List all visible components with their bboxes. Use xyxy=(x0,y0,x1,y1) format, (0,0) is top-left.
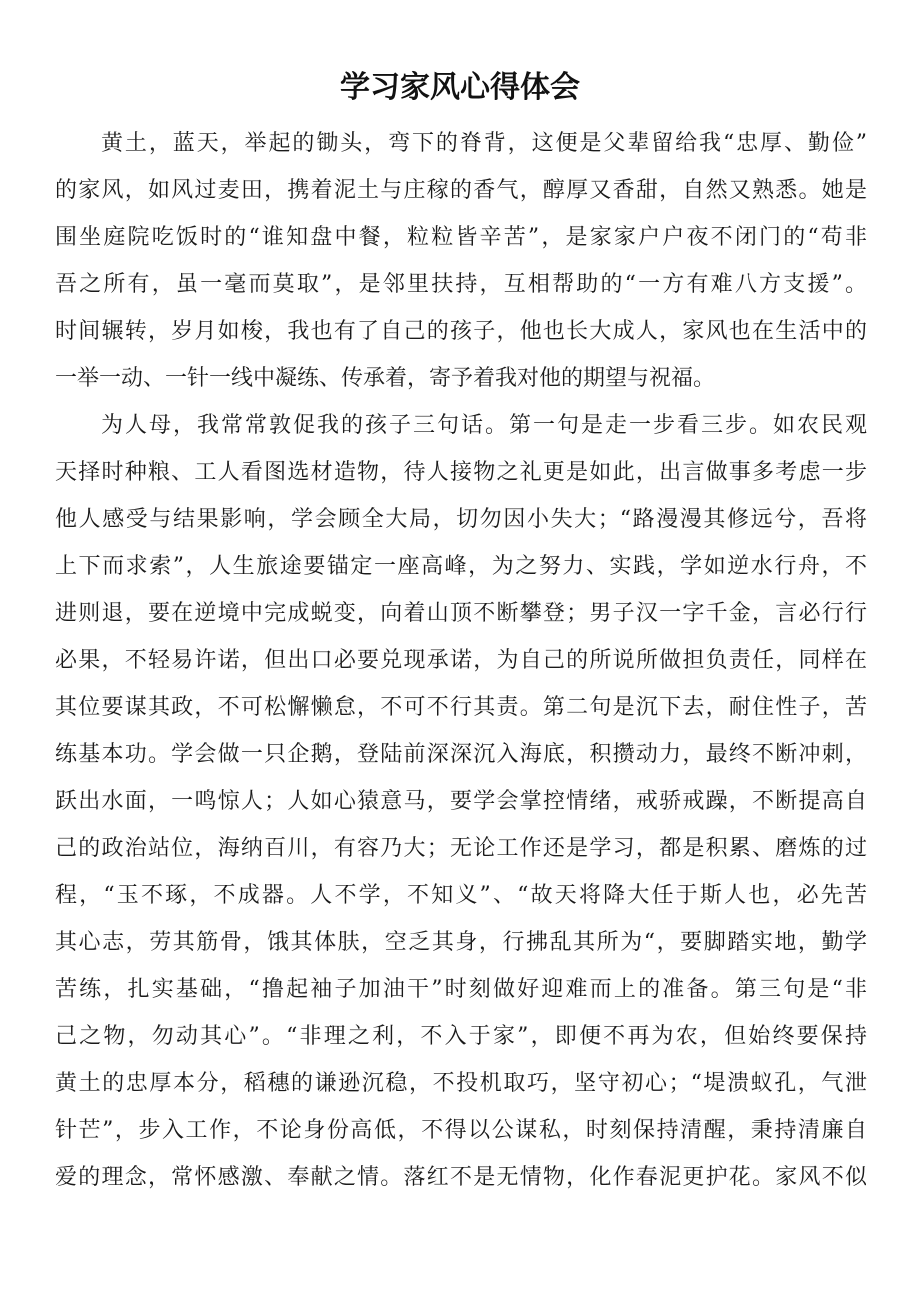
text-line: 时间辗转，岁月如梭，我也有了自己的孩子，他也长大成人，家风也在生活中的 xyxy=(55,319,867,344)
text-line: 吾之所有，虽一毫而莫取”，是邻里扶持，互相帮助的“一方有难八方支援”。 xyxy=(55,272,867,297)
text-line: 围坐庭院吃饭时的“谁知盘中餐，粒粒皆辛苦”，是家家户户夜不闭门的“苟非 xyxy=(55,225,867,250)
text-line: 其位要谋其政，不可松懈懒怠，不可不行其责。第二句是沉下去，耐住性子，苦 xyxy=(55,695,867,720)
text-line: 练基本功。学会做一只企鹅，登陆前深深沉入海底，积攒动力，最终不断冲刺， xyxy=(55,742,867,767)
text-line: 进则退，要在逆境中完成蜕变，向着山顶不断攀登；男子汉一字千金，言必行行 xyxy=(55,601,867,626)
text-line: 跃出水面，一鸣惊人；人如心猿意马，要学会掌控情绪，戒骄戒躁，不断提高自 xyxy=(55,789,867,814)
paragraph-1 xyxy=(55,120,867,402)
text-line: 黄土，蓝天，举起的锄头，弯下的脊背，这便是父辈留给我“忠厚、勤俭” xyxy=(101,131,867,156)
text-line: 为人母，我常常敦促我的孩子三句话。第一句是走一步看三步。如农民观 xyxy=(101,413,867,438)
text-line: 程，“玉不琢，不成器。人不学，不知义”、“故天将降大任于斯人也，必先苦 xyxy=(55,883,867,908)
text-line: 己之物，勿动其心”。“非理之利，不入于家”，即便不再为农，但始终要保持 xyxy=(55,1024,867,1049)
text-line: 上下而求索”，人生旅途要锚定一座高峰，为之努力、实践，学如逆水行舟，不 xyxy=(55,554,867,579)
text-line: 天择时种粮、工人看图选材造物，待人接物之礼更是如此，出言做事多考虑一步 xyxy=(55,460,867,485)
text-line: 己的政治站位，海纳百川，有容乃大；无论工作还是学习，都是积累、磨炼的过 xyxy=(55,836,867,861)
document-body xyxy=(55,120,867,1201)
text-line: 的家风，如风过麦田，携着泥土与庄稼的香气，醇厚又香甜，自然又熟悉。她是 xyxy=(55,178,867,203)
text-line: 他人感受与结果影响，学会顾全大局，切勿因小失大；“路漫漫其修远兮，吾将 xyxy=(55,507,867,532)
document-title: 学习家风心得体会 xyxy=(340,70,580,105)
text-line: 一举一动、一针一线中凝练、传承着，寄予着我对他的期望与祝福。 xyxy=(55,366,716,391)
text-line: 爱的理念，常怀感激、奉献之情。落红不是无情物，化作春泥更护花。家风不似 xyxy=(55,1165,867,1190)
text-line: 针芒”，步入工作，不论身份高低，不得以公谋私，时刻保持清醒，秉持清廉自 xyxy=(55,1118,867,1143)
paragraph-2 xyxy=(55,402,867,1201)
text-line: 必果，不轻易许诺，但出口必要兑现承诺，为自己的所说所做担负责任，同样在 xyxy=(55,648,867,673)
text-line: 其心志，劳其筋骨，饿其体肤，空乏其身，行拂乱其所为“，要脚踏实地，勤学 xyxy=(55,930,867,955)
text-line: 苦练，扎实基础，“撸起袖子加油干”时刻做好迎难而上的准备。第三句是“非 xyxy=(55,977,867,1002)
text-line: 黄土的忠厚本分，稻穗的谦逊沉稳，不投机取巧，坚守初心；“堤溃蚁孔，气泄 xyxy=(55,1071,867,1096)
